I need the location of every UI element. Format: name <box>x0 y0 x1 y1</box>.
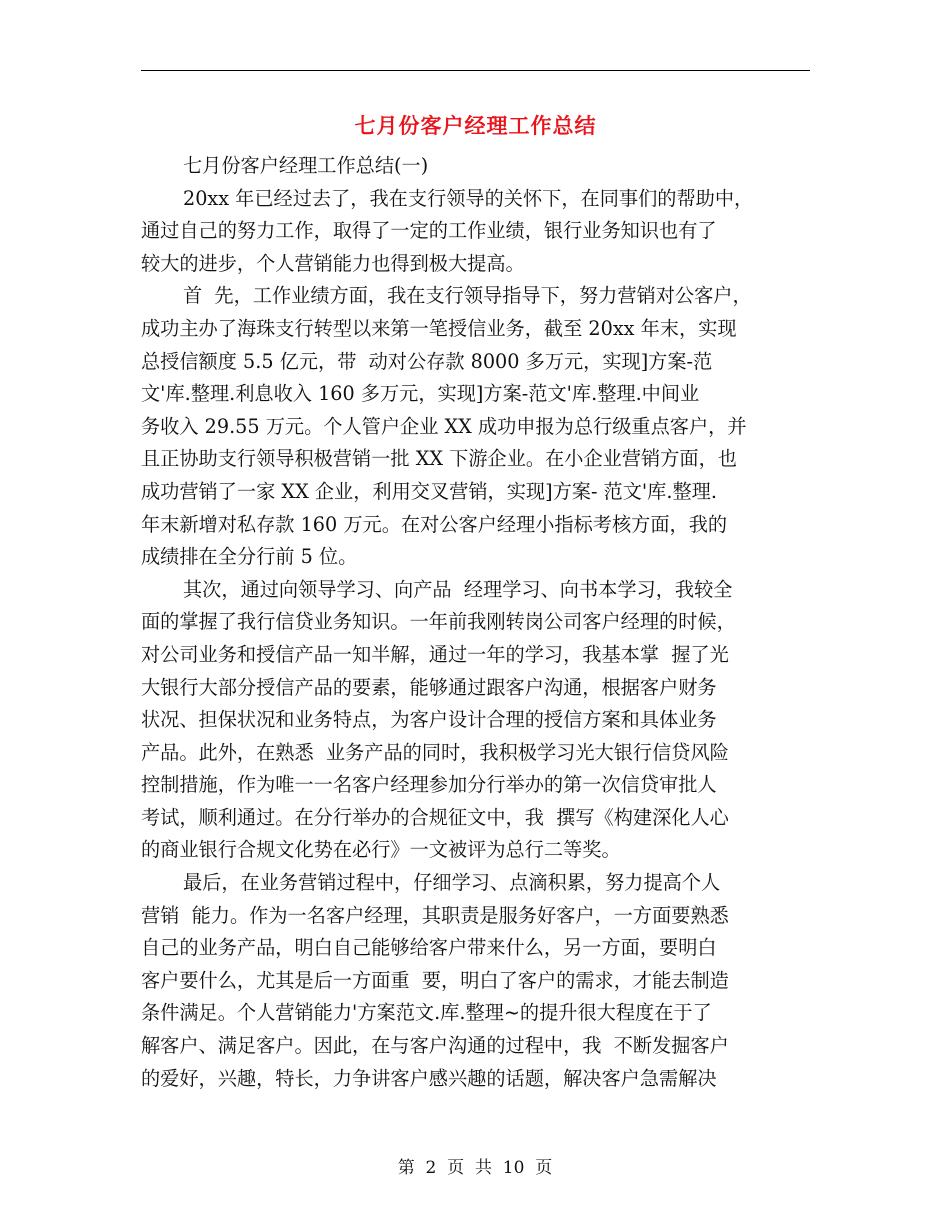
paragraph-line: 控制措施，作为唯一一名客户经理参加分行举办的第一次信贷审批人 <box>141 773 717 797</box>
document-title: 七月份客户经理工作总结 <box>354 114 597 138</box>
paragraph-line: 的爱好，兴趣，特长，力争讲客户感兴趣的话题，解决客户急需解决 <box>141 1066 717 1090</box>
paragraph-line: 20xx 年已经过去了，我在支行领导的关怀下，在同事们的帮助中， <box>183 186 754 210</box>
paragraph-line: 自己的业务产品，明白自己能够给客户带来什么，另一方面，要明白 <box>141 936 717 960</box>
page-number-footer: 第 2 页 共 10 页 <box>397 1158 553 1178</box>
paragraph-line: 其次，通过向领导学习、向产品 经理学习、向书本学习，我较全 <box>183 577 733 601</box>
paragraph-line: 大银行大部分授信产品的要素，能够通过跟客户沟通，根据客户财务 <box>141 675 717 699</box>
paragraph-line: 文'库.整理.利息收入 160 多万元，实现]方案-范文'库.整理.中间业 <box>141 382 700 406</box>
paragraph-line: 考试，顺利通过。在分行举办的合规征文中，我 撰写《构建深化人心 <box>141 805 729 829</box>
paragraph-line: 成功营销了一家 XX 企业，利用交叉营销，实现]方案- 范文'库.整理. <box>141 479 717 503</box>
paragraph-line: 状况、担保状况和业务特点，为客户设计合理的授信方案和具体业务 <box>141 708 717 732</box>
paragraph-line: 产品。此外，在熟悉 业务产品的同时，我积极学习光大银行信贷风险 <box>141 740 729 764</box>
paragraph-line: 成功主办了海珠支行转型以来第一笔授信业务，截至 20xx 年末，实现 <box>141 316 737 340</box>
paragraph-line: 且正协助支行领导积极营销一批 XX 下游企业。在小企业营销方面，也 <box>141 447 737 471</box>
paragraph-line: 面的掌握了我行信贷业务知识。一年前我刚转岗公司客户经理的时候， <box>141 610 736 634</box>
paragraph-line: 条件满足。个人营销能力'方案范文.库.整理~的提升很大程度在于了 <box>141 1001 712 1025</box>
paragraph-line: 对公司业务和授信产品一知半解，通过一年的学习，我基本掌 握了光 <box>141 642 729 666</box>
paragraph-line: 成绩排在全分行前 5 位。 <box>141 545 358 569</box>
paragraph-line: 较大的进步，个人营销能力也得到极大提高。 <box>141 251 525 275</box>
document-body <box>141 150 810 1095</box>
paragraph-line: 最后，在业务营销过程中，仔细学习、点滴积累，努力提高个人 <box>183 871 721 895</box>
paragraph-line: 总授信额度 5.5 亿元，带 动对公存款 8000 多万元，实现]方案-范 <box>141 349 713 373</box>
paragraph-line: 首 先，工作业绩方面，我在支行领导指导下，努力营销对公客户， <box>183 284 752 308</box>
paragraph-line: 解客户、满足客户。因此，在与客户沟通的过程中，我 不断发掘客户 <box>141 1034 729 1058</box>
header-rule <box>141 70 810 71</box>
paragraph-line: 的商业银行合规文化势在必行》一文被评为总行二等奖。 <box>141 838 621 862</box>
paragraph-line: 营销 能力。作为一名客户经理，其职责是服务好客户，一方面要熟悉 <box>141 903 729 927</box>
paragraph-line: 通过自己的努力工作，取得了一定的工作业绩，银行业务知识也有了 <box>141 219 717 243</box>
paragraph-line: 客户要什么，尤其是后一方面重 要，明白了客户的需求，才能去制造 <box>141 968 729 992</box>
paragraph-line: 年末新增对私存款 160 万元。在对公客户经理小指标考核方面，我的 <box>141 512 728 536</box>
section-heading: 七月份客户经理工作总结(一) <box>183 154 429 177</box>
paragraph-line: 务收入 29.55 万元。个人管户企业 XX 成功申报为总行级重点客户，并 <box>141 414 747 438</box>
